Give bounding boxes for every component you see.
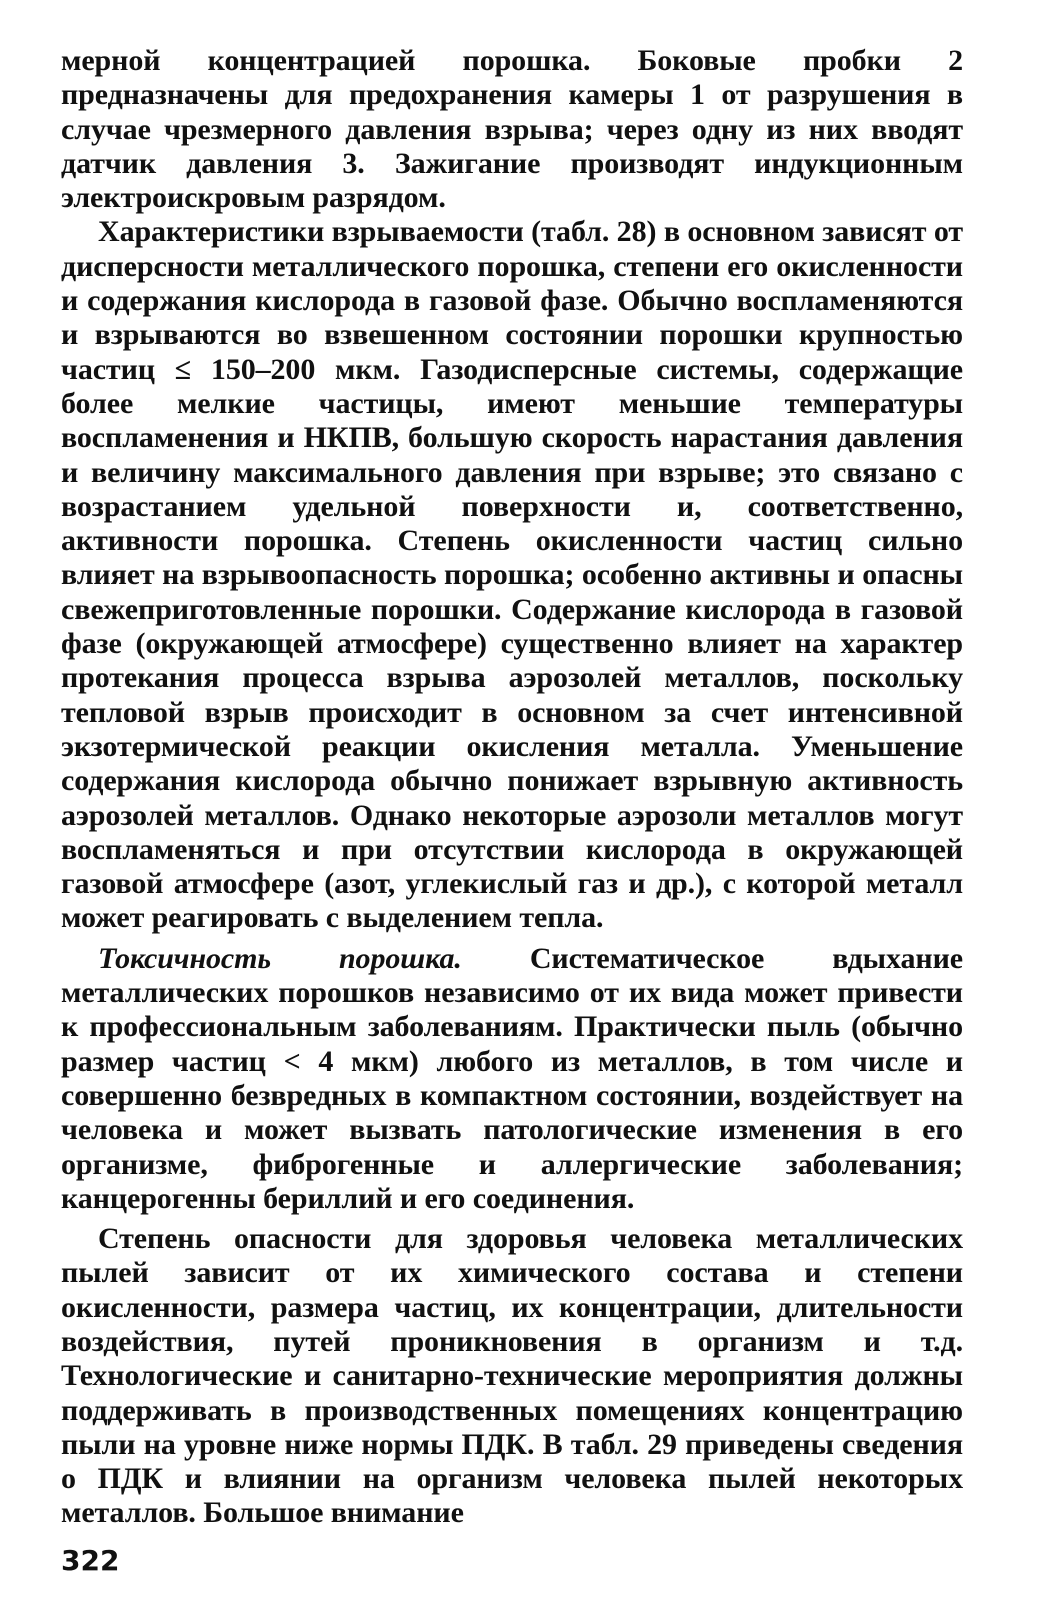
paragraph-health-hazard: Степень опасности для здоровья человека металлических пылей зависит от их химического состава и степени окисленности, размера частиц, их концентрации, длительности воздействия, путей проникновения в организм и т.д. Технологические и санитарно-технические мероприятия должны поддерживать в производственных помещениях концентрацию пыли на уровне ниже нормы ПДК. В табл. 29 приведены сведения о ПДК и влиянии на организм человека пылей некоторых металлов. Большое внимание: [61, 1222, 963, 1530]
paragraph-run-in-heading: Токсичность порошка.: [98, 941, 462, 975]
paragraph-continued: мерной концентрацией порошка. Боковые пробки 2 предназначены для предохранения камеры 1 от разрушения в случае чрезмерного давления взрыва; через одну из них вводят датчик давления 3. Зажигание производят индукционным электроискровым разрядом.: [61, 44, 963, 215]
paragraph-explosiveness: Характеристики взрываемости (табл. 28) в основном зависят от дисперсности металлического порошка, степени его окисленности и содержания кислорода в газовой фазе. Обычно воспламеняются и взрываются во взвешенном состоянии порошки крупностью частиц ≤ 150–200 мкм. Газодисперсные системы, содержащие более мелкие частицы, имеют меньшие температуры воспламенения и НКПВ, большую скорость нарастания давления и величину максимального давления при взрыве; это связано с возрастанием удельной поверхности и, соответственно, активности порошка. Степень окисленности частиц сильно влияет на взрывоопасность порошка; особенно активны и опасны свежеприготовленные порошки. Содержание кислорода в газовой фазе (окружающей атмосфере) существенно влияет на характер протекания процесса взрыва аэрозолей металлов, поскольку тепловой взрыв происходит в основном за счет интенсивной экзотермической реакции окисления металла. Уменьшение содержания кислорода обычно понижает взрывную активность аэрозолей металлов. Однако некоторые аэрозоли металлов могут воспламеняться и при отсутствии кислорода в окружающей газовой атмосфере (азот, углекислый газ и др.), с которой металл может реагировать с выделением тепла.: [61, 215, 963, 935]
paragraph-toxicity: [61, 942, 963, 1216]
book-page: [61, 44, 963, 1544]
paragraph-toxicity-body: Систематическое вдыхание металлических порошков независимо от их вида может привести к профессиональным заболеваниям. Практически пыль (обычно размер частиц < 4 мкм) любого из металлов, в том числе и совершенно безвредных в компактном состоянии, воздействует на человека и может вызвать патологические изменения в его организме, фиброгенные и аллергические заболевания; канцерогенны бериллий и его соединения.: [61, 941, 963, 1215]
page-number: 322: [61, 1544, 120, 1577]
